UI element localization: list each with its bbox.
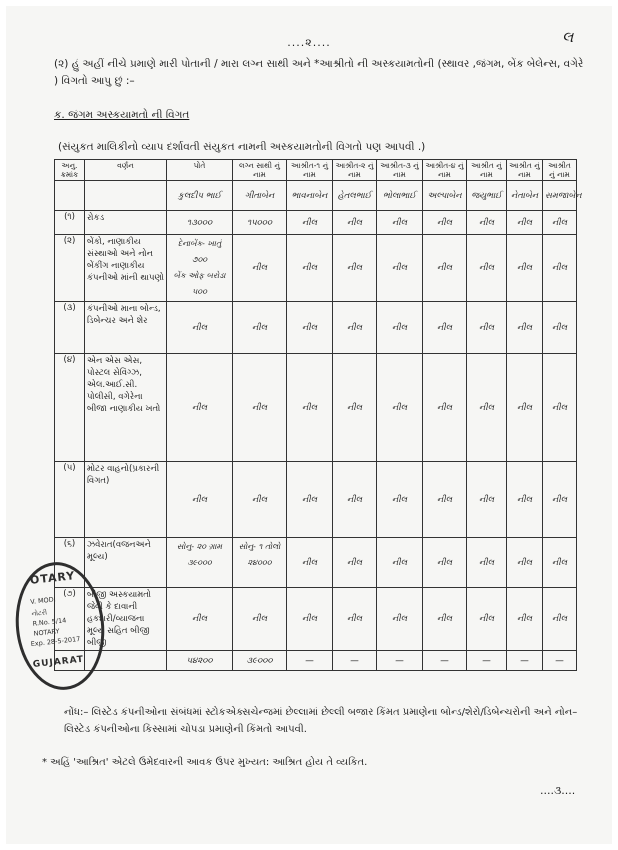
row-value: નીલ [287, 538, 333, 588]
row-value: નીલ [543, 538, 577, 588]
self-line: ૩૯૦૦૦ [187, 558, 212, 567]
row-value: નીલ [287, 211, 333, 235]
row-value: નીલ [167, 302, 233, 354]
spouse-line: ૨૪૦૦૦ [247, 558, 272, 567]
table-row [55, 235, 577, 302]
row-value: નીલ [333, 235, 377, 302]
row-value: નીલ [423, 354, 467, 462]
header-dep1: આશ્રીત-૧ નું નામ [287, 160, 333, 181]
empty-cell [55, 181, 85, 211]
footnote-listed-companies: નોંધ:– લિસ્ટેડ કંપનીઓના સંબંધમાં સ્ટોકએક્સચેન્જમાં છેલ્લામાં છેલ્લી બજાર કિંમત પ્રમાણેના બોન્ડ/શેરો/ડિબેન્ચરોની અને નોન–લિસ્ટેડ કંપનીઓના કિસ્સામાં ચોપડા પ્રમાણેની કિંમતો આપવી. [64, 707, 578, 735]
name-dep5: જયુભાઈ [467, 181, 507, 211]
row-value: નીલ [543, 354, 577, 462]
row-value: નીલ [233, 588, 287, 651]
row-value: નીલ [423, 302, 467, 354]
row-value: નીલ [423, 538, 467, 588]
empty-cell [85, 181, 167, 211]
row-value-spouse [233, 538, 287, 588]
header-row [55, 160, 577, 181]
row-value: નીલ [507, 211, 543, 235]
intro-paragraph: (૨) હું અહીં નીચે પ્રમાણે મારી પોતાની / મારા લગ્ન સાથી અને *આશ્રીતો ની અસ્કયામતોની (સ્થાવર ,જંગમ, બેંક બેલેન્સ, વગેરે ) વિગતો આપુ છું :– [54, 58, 584, 87]
seal-line: Exp. 28-5-2017 [30, 634, 81, 649]
row-value: નીલ [507, 302, 543, 354]
row-value: નીલ [467, 538, 507, 588]
row-value: નીલ [377, 235, 423, 302]
total-value: ૫૪૨૦૦ [167, 651, 233, 671]
row-desc: બેંકો, નાણાકીય સંસ્થાઓ અને નોન બેંકીંગ નાણાકીય કંપનીઓ માંની થાપણો [85, 235, 167, 302]
row-sr: (૧) [55, 211, 85, 235]
row-value: નીલ [287, 302, 333, 354]
row-value: નીલ [333, 538, 377, 588]
self-line: બેંક ઓફ બરોડા ૫૦૦ [173, 271, 226, 296]
seal-arc-bottom: GUJARAT [32, 654, 85, 671]
row-value: નીલ [507, 354, 543, 462]
total-value: — [287, 651, 333, 671]
row-value: નીલ [467, 302, 507, 354]
row-desc: બીજી અસ્કયામતો જેવી કે દાવાની હકદારી/વ્યાજના મૂલ્ય સહિત બીજી બીજી [85, 588, 167, 651]
footnote-dependent-definition: * અહિં 'આશ્રિત' એટલે ઉમેદવારની આવક ઉપર મુખ્યત: આશ્રિત હોય તે વ્યકિત. [42, 757, 368, 768]
row-value: નીલ [333, 354, 377, 462]
header-dep7: આશ્રીત નું નામ [543, 160, 577, 181]
table-note: (સંયુકત માલિકીનો વ્યાપ દર્શાવતી સંયુકત નામની અસ્કયામતોની વિગતો પણ આપવી .) [58, 141, 426, 153]
total-value: — [543, 651, 577, 671]
name-dep6: નેતાબેન [507, 181, 543, 211]
document-page [6, 6, 612, 844]
row-value: નીલ [233, 462, 287, 538]
names-row [55, 181, 577, 211]
row-value: નીલ [233, 302, 287, 354]
total-value: — [423, 651, 467, 671]
row-value: નીલ [377, 354, 423, 462]
header-dep2: આશ્રીત-૨ નું નામ [333, 160, 377, 181]
table-row [55, 588, 577, 651]
row-value: નીલ [333, 462, 377, 538]
row-value: નીલ [467, 235, 507, 302]
row-desc: મોટર વાહનો(પ્રકારની વિગત) [85, 462, 167, 538]
row-value: નીલ [287, 462, 333, 538]
row-sr: (૬) [55, 538, 85, 588]
row-value: નીલ [333, 588, 377, 651]
row-value: નીલ [377, 302, 423, 354]
row-value: નીલ [543, 588, 577, 651]
handwritten-mark: લ [562, 28, 574, 46]
section-title: ક. જંગમ અસ્કયામતો ની વિગત [54, 109, 190, 121]
row-value: નીલ [423, 235, 467, 302]
header-desc: વર્ણન [85, 160, 167, 181]
self-line: દેનાબેંક- ખાતું ૭૦૦ [177, 239, 222, 264]
name-dep2: હેતલભાઈ [333, 181, 377, 211]
row-sr: (૫) [55, 462, 85, 538]
row-value: નીલ [377, 538, 423, 588]
row-value: નીલ [167, 588, 233, 651]
row-sr: (૭) [55, 588, 85, 651]
name-dep3: ભોલાભાઈ [377, 181, 423, 211]
name-dep7: સમજાબેન [543, 181, 577, 211]
header-dep6: આશ્રીત નું નામ [507, 160, 543, 181]
header-spouse: લગ્ન સાથી નું નામ [233, 160, 287, 181]
row-value: નીલ [287, 588, 333, 651]
name-dep4: અલ્પાબેન [423, 181, 467, 211]
table-row [55, 354, 577, 462]
row-value: ૧૩૦૦૦ [167, 211, 233, 235]
total-value: — [507, 651, 543, 671]
row-sr: (૪) [55, 354, 85, 462]
row-value: નીલ [467, 354, 507, 462]
total-value: — [377, 651, 423, 671]
row-value-self [167, 538, 233, 588]
name-spouse: ગીતાબેન [233, 181, 287, 211]
row-value: નીલ [423, 588, 467, 651]
seal-line: R.No. 5/14 [32, 616, 67, 628]
row-value: નીલ [543, 211, 577, 235]
header-sr: અનુ. ક્રમાંક [55, 160, 85, 181]
total-value: — [333, 651, 377, 671]
row-value: નીલ [377, 211, 423, 235]
row-value-self [167, 235, 233, 302]
table-row [55, 538, 577, 588]
row-desc: કંપનીઓ માના બોન્ડ, ડિબેન્ચર અને શેર [85, 302, 167, 354]
row-value: નીલ [507, 588, 543, 651]
row-value: નીલ [423, 211, 467, 235]
movable-assets-table [54, 159, 582, 671]
row-value: નીલ [543, 235, 577, 302]
row-value: નીલ [467, 588, 507, 651]
row-value: નીલ [167, 354, 233, 462]
row-value: નીલ [377, 588, 423, 651]
row-value: નીલ [233, 235, 287, 302]
spouse-line: સોનુ- ૧ તોલો [238, 542, 281, 551]
seal-arc-top: OTARY [29, 569, 76, 587]
seal-line: નોટરી [31, 608, 48, 618]
row-value: નીલ [467, 462, 507, 538]
row-value: નીલ [423, 462, 467, 538]
header-self: પોતે [167, 160, 233, 181]
row-desc: ઝવેરાત(વજનઅને મૂલ્ય) [85, 538, 167, 588]
next-page-number: ....૩.... [540, 784, 576, 797]
row-value: નીલ [543, 302, 577, 354]
row-sr: (૨) [55, 235, 85, 302]
header-dep3: આશ્રીત-૩ નું નામ [377, 160, 423, 181]
row-value: નીલ [333, 211, 377, 235]
row-value: ૧૫૦૦૦ [233, 211, 287, 235]
header-dep4: આશ્રીત-૪ નું નામ [423, 160, 467, 181]
total-value: — [467, 651, 507, 671]
table-row [55, 302, 577, 354]
header-dep5: આશ્રીત નું નામ [467, 160, 507, 181]
row-value: નીલ [507, 538, 543, 588]
row-value: નીલ [507, 462, 543, 538]
row-desc: એન એસ એસ, પોસ્ટલ સેવિંગ્ઝ, એલ.આઈ.સી. પોલીસી, વગેરેના બીજા નાણાકીય ખતો [85, 354, 167, 462]
row-value: નીલ [167, 462, 233, 538]
row-sr: (૩) [55, 302, 85, 354]
self-line: સોનુ- ૨૦ ગ્રામ [176, 542, 223, 551]
name-dep1: ભાવનાબેન [287, 181, 333, 211]
total-row [55, 651, 577, 671]
row-value: નીલ [377, 462, 423, 538]
table-row [55, 462, 577, 538]
total-value: ૩૯૦૦૦ [233, 651, 287, 671]
page-number: ....૨.... [287, 36, 331, 49]
row-desc: રોકડ [85, 211, 167, 235]
row-value: નીલ [543, 462, 577, 538]
row-value: નીલ [333, 302, 377, 354]
row-value: નીલ [467, 211, 507, 235]
seal-line: NOTARY [33, 627, 60, 638]
table-row [55, 211, 577, 235]
row-value: નીલ [507, 235, 543, 302]
name-self: કુલદીપ ભાઈ [167, 181, 233, 211]
row-value: નીલ [287, 354, 333, 462]
row-value: નીલ [233, 354, 287, 462]
seal-line: V. MODI [29, 595, 56, 606]
row-value: નીલ [287, 235, 333, 302]
